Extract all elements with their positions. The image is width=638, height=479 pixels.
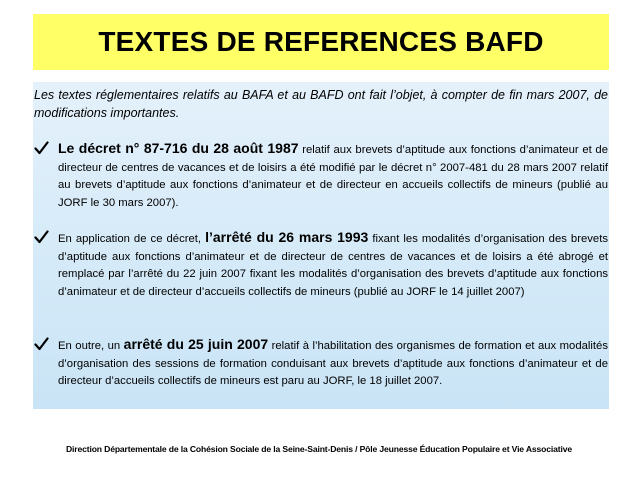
bullet-text: En outre, un arrêté du 25 juin 2007 relatif à l’habilitation des organismes de formation et aux modalités d’organisation des sessions de formation conduisant aux brevets d’aptitude aux fonctions d’animateur et de directeur d’accueils collectifs de mineurs est paru au JORF, le 18 juillet 2007. bbox=[58, 336, 608, 387]
arrete-1993-reference: l’arrêté du 26 mars 1993 bbox=[205, 229, 369, 245]
checkmark-icon bbox=[34, 141, 49, 155]
content-panel bbox=[33, 82, 609, 409]
intro-paragraph: Les textes réglementaires relatifs au BAFA et au BAFD ont fait l’objet, à compter de fin mars 2007, de modifications importantes. bbox=[34, 88, 608, 120]
arrete-2007-reference: arrêté du 25 juin 2007 bbox=[123, 336, 269, 352]
checkmark-icon bbox=[34, 337, 49, 351]
title-banner bbox=[33, 14, 609, 70]
bullet-text: Le décret n° 87-716 du 28 août 1987 relatif aux brevets d’aptitude aux fonctions d’animateur et de directeur de centres de vacances et de loisirs a été modifié par le décret n° 2007-481 du 28 mars 2007 relatif au brevets d’aptitude aux fonctions d’animateur et de directeur en accueils collectifs de mineurs (publié au JORF le 30 mars 2007). bbox=[58, 140, 608, 209]
bullet-text: En application de ce décret, l’arrêté du 26 mars 1993 fixant les modalités d’organisation des brevets d’aptitude aux fonctions d’animateur et de directeur de centres de vacances et de loisirs a été abrogé et remplacé par l’arrêté du 22 juin 2007 fixant les modalités d’organisation des brevets d’aptitude aux fonctions d’animateur et de directeur d’accueils collectifs de mineurs (publié au JORF le 14 juillet 2007) bbox=[58, 229, 608, 298]
decree-reference: Le décret n° 87-716 du 28 août 1987 bbox=[58, 140, 299, 156]
page-title: TEXTES DE REFERENCES BAFD bbox=[98, 26, 544, 57]
checkmark-icon bbox=[34, 230, 49, 244]
footer-credit: Direction Départementale de la Cohésion Sociale de la Seine-Saint-Denis / Pôle Jeunesse Éducation Populaire et Vie Associative bbox=[66, 444, 572, 454]
